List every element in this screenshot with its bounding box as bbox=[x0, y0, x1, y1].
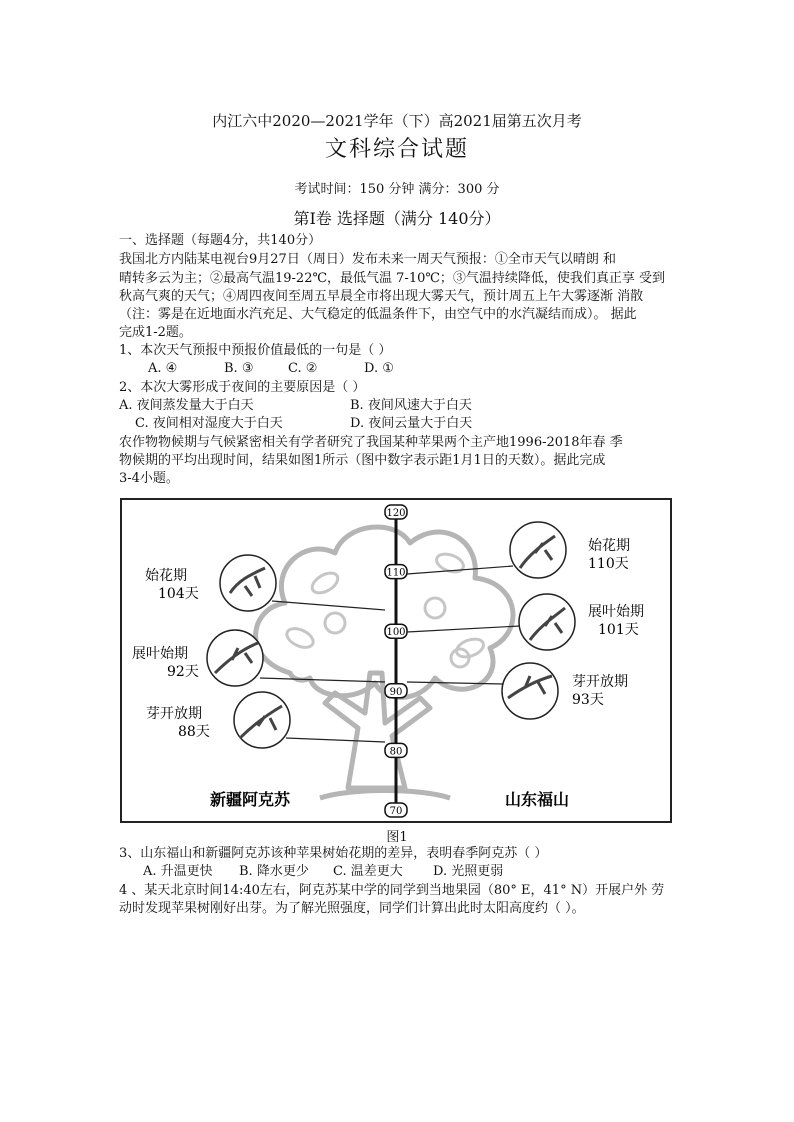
q1-option-b: B. ③ bbox=[224, 361, 254, 376]
q2-option-b: B. 夜间风速大于白天 bbox=[350, 398, 472, 413]
left-label-days: 104天 bbox=[158, 586, 199, 602]
scale-tick-label: 100 bbox=[386, 627, 406, 639]
passage1-line: 秋高气爽的天气；④周四夜间至周五早晨全市将出现大雾天气，预计周五上午大雾逐渐 消散 bbox=[119, 289, 644, 304]
right-label-name: 始花期 bbox=[588, 538, 630, 554]
phenology-figure bbox=[120, 498, 672, 823]
flower-photo-icon bbox=[220, 555, 276, 611]
q2-option-c: C. 夜间相对湿度大于白天 bbox=[135, 416, 283, 431]
left-label-name: 芽开放期 bbox=[146, 706, 202, 722]
q3-option-c: C. 温差更大 bbox=[333, 864, 403, 879]
scale-tick-label: 90 bbox=[389, 686, 403, 698]
scale-tick-label: 110 bbox=[386, 567, 406, 579]
left-label-name: 始花期 bbox=[145, 568, 187, 584]
section-heading: 第Ⅰ卷 选择题（满分 140分） bbox=[293, 209, 501, 228]
left-label-days: 92天 bbox=[167, 664, 199, 680]
q1-option-a: A. ④ bbox=[148, 361, 178, 376]
q2-option-d: D. 夜间云量大于白天 bbox=[350, 416, 473, 431]
right-region-name: 山东福山 bbox=[505, 790, 570, 809]
passage1-line: 我国北方内陆某电视台9月27日（周日）发布未来一周天气预报：①全市天气以晴朗 和 bbox=[119, 252, 616, 267]
right-label-days: 93天 bbox=[572, 692, 604, 708]
right-label-name: 芽开放期 bbox=[572, 674, 628, 690]
question-2-stem: 2、本次大雾形成于夜间的主要原因是（ ） bbox=[119, 380, 366, 395]
exam-info: 考试时间：150 分钟 满分：300 分 bbox=[294, 182, 500, 197]
right-label-days: 110天 bbox=[588, 556, 629, 572]
left-label-name: 展叶始期 bbox=[132, 646, 188, 662]
question-1-stem: 1、本次天气预报中预报价值最低的一句是（ ） bbox=[119, 343, 392, 358]
right-label-days: 101天 bbox=[598, 622, 639, 638]
left-label-days: 88天 bbox=[178, 724, 210, 740]
bud-photo-icon bbox=[502, 663, 558, 719]
scale-tick-label: 80 bbox=[389, 746, 403, 758]
scale-tick-label: 70 bbox=[389, 806, 403, 817]
q2-option-a: A. 夜间蒸发量大于白天 bbox=[119, 398, 254, 413]
school-exam-line: 内江六中2020—2021学年（下）高2021届第五次月考 bbox=[212, 112, 582, 130]
figure-caption: 图1 bbox=[386, 830, 408, 845]
right-label-name: 展叶始期 bbox=[588, 604, 644, 620]
q1-option-d: D. ① bbox=[364, 361, 394, 376]
question-4-line: 动时发现苹果树刚好出芽。为了解光照强度，同学们计算出此时太阳高度约（ ）。 bbox=[119, 901, 585, 916]
paper-title: 文科综合试题 bbox=[324, 137, 469, 162]
passage2-line: 3-4小题。 bbox=[119, 471, 179, 486]
passage2-line: 农作物物候期与气候紧密相关有学者研究了我国某种苹果两个主产地1996-2018年春 季 bbox=[119, 435, 623, 450]
question-4-line: 4 、某天北京时间14:40左右，阿克苏某中学的同学到当地果园（80° E，41° N）开展户外 劳 bbox=[119, 883, 665, 898]
q3-option-d: D. 光照更弱 bbox=[433, 864, 504, 879]
q3-option-b: B. 降水更少 bbox=[239, 864, 309, 879]
leaf-photo-icon bbox=[207, 630, 263, 686]
question-3-stem: 3、山东福山和新疆阿克苏该种苹果树始花期的差异，表明春季阿克苏（ ） bbox=[119, 846, 548, 861]
scale-tick-label: 120 bbox=[386, 508, 406, 519]
q3-option-a: A. 升温更快 bbox=[143, 864, 213, 879]
part-heading: 一、选择题（每题4分，共140分） bbox=[119, 233, 322, 248]
passage2-line: 物候期的平均出现时间，结果如图1所示（图中数字表示距1月1日的天数）。据此完成 bbox=[119, 453, 606, 468]
passage1-line: 完成1-2题。 bbox=[119, 325, 192, 340]
left-region-name: 新疆阿克苏 bbox=[210, 790, 291, 809]
passage1-line: （注：雾是在近地面水汽充足、大气稳定的低温条件下，由空气中的水汽凝结而成）。 据此 bbox=[119, 307, 637, 322]
passage1-line: 晴转多云为主；②最高气温19-22℃，最低气温 7-10℃；③气温持续降低，使我们真正享 受到 bbox=[119, 271, 666, 286]
q1-option-c: C. ② bbox=[288, 361, 318, 376]
